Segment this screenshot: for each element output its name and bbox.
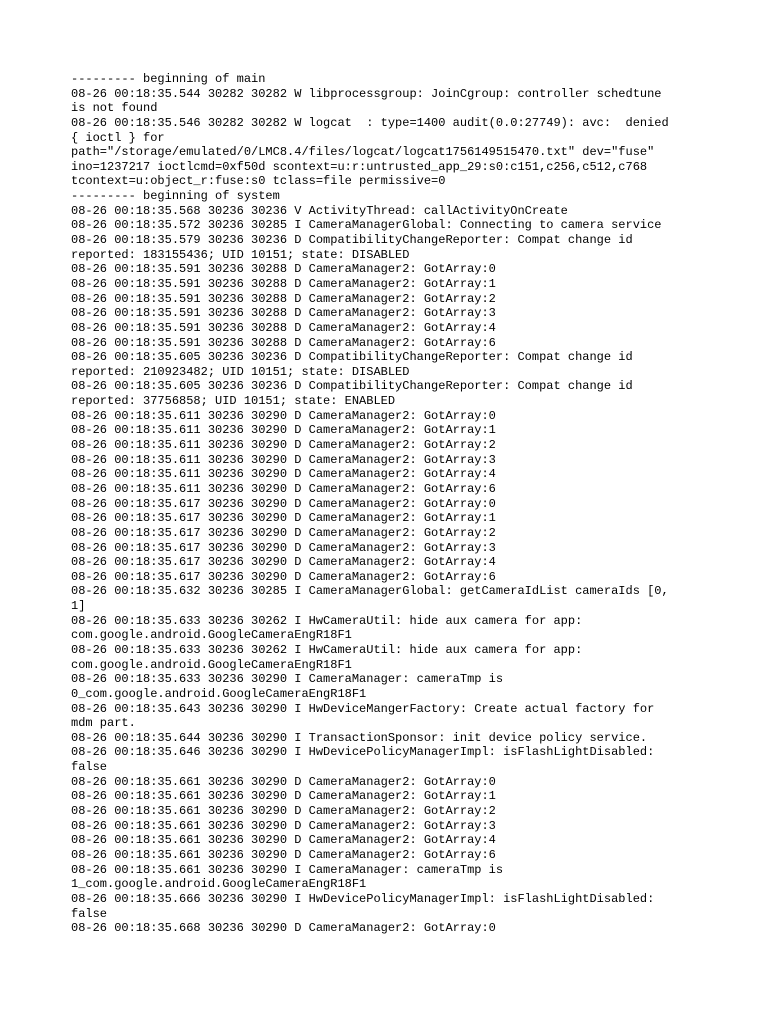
log-line: 08-26 00:18:35.591 30236 30288 D CameraManager2: GotArray:3: [71, 306, 496, 321]
log-line: { ioctl } for: [71, 130, 165, 145]
log-line: 08-26 00:18:35.605 30236 30236 D CompatibilityChangeReporter: Compat change id: [71, 350, 633, 365]
log-line: 08-26 00:18:35.617 30236 30290 D CameraManager2: GotArray:2: [71, 525, 496, 540]
log-line: 08-26 00:18:35.646 30236 30290 I HwDevicePolicyManagerImpl: isFlashLightDisabled:: [71, 745, 655, 760]
log-line: 08-26 00:18:35.591 30236 30288 D CameraManager2: GotArray:6: [71, 335, 496, 350]
log-line: reported: 210923482; UID 10151; state: DISABLED: [71, 364, 410, 379]
log-line: 08-26 00:18:35.617 30236 30290 D CameraManager2: GotArray:6: [71, 569, 496, 584]
log-line: 08-26 00:18:35.611 30236 30290 D CameraManager2: GotArray:1: [71, 423, 496, 438]
log-line: 08-26 00:18:35.661 30236 30290 D CameraManager2: GotArray:6: [71, 847, 496, 862]
log-line: 08-26 00:18:35.611 30236 30290 D CameraManager2: GotArray:6: [71, 481, 496, 496]
log-line: mdm part.: [71, 716, 136, 731]
log-line: 08-26 00:18:35.579 30236 30236 D CompatibilityChangeReporter: Compat change id: [71, 233, 633, 248]
log-line: 08-26 00:18:35.661 30236 30290 I CameraManager: cameraTmp is: [71, 862, 504, 877]
log-line: 08-26 00:18:35.544 30282 30282 W libprocessgroup: JoinCgroup: controller schedtune: [71, 86, 662, 101]
log-line: 08-26 00:18:35.617 30236 30290 D CameraManager2: GotArray:3: [71, 540, 496, 555]
log-line: com.google.android.GoogleCameraEngR18F1: [71, 657, 352, 672]
log-line: 08-26 00:18:35.661 30236 30290 D CameraManager2: GotArray:1: [71, 789, 496, 804]
log-line: false: [71, 760, 108, 775]
log-line: --------- beginning of main: [71, 72, 266, 86]
log-line: 08-26 00:18:35.611 30236 30290 D CameraManager2: GotArray:2: [71, 438, 496, 453]
log-line: 08-26 00:18:35.643 30236 30290 I HwDeviceMangerFactory: Create actual factory for: [71, 701, 655, 716]
log-line: 1]: [71, 599, 86, 614]
log-line: --------- beginning of system: [71, 189, 280, 204]
log-line: 08-26 00:18:35.644 30236 30290 I TransactionSponsor: init device policy service.: [71, 730, 648, 745]
log-line: 08-26 00:18:35.633 30236 30262 I HwCameraUtil: hide aux camera for app:: [71, 613, 583, 628]
log-line: 08-26 00:18:35.617 30236 30290 D CameraManager2: GotArray:1: [71, 511, 496, 526]
log-line: 08-26 00:18:35.611 30236 30290 D CameraManager2: GotArray:4: [71, 467, 496, 482]
logcat-output: [71, 72, 711, 936]
log-line: 08-26 00:18:35.611 30236 30290 D CameraManager2: GotArray:0: [71, 408, 496, 423]
log-line: 08-26 00:18:35.632 30236 30285 I CameraManagerGlobal: getCameraIdList cameraIds [0,: [71, 584, 669, 599]
log-line: 08-26 00:18:35.661 30236 30290 D CameraManager2: GotArray:2: [71, 804, 496, 819]
log-line: 08-26 00:18:35.611 30236 30290 D CameraManager2: GotArray:3: [71, 452, 496, 467]
log-line: 08-26 00:18:35.591 30236 30288 D CameraManager2: GotArray:1: [71, 276, 496, 291]
log-line: 08-26 00:18:35.633 30236 30262 I HwCameraUtil: hide aux camera for app:: [71, 642, 583, 657]
log-line: com.google.android.GoogleCameraEngR18F1: [71, 628, 352, 643]
log-line: 08-26 00:18:35.668 30236 30290 D CameraManager2: GotArray:0: [71, 921, 496, 936]
log-line: 08-26 00:18:35.591 30236 30288 D CameraManager2: GotArray:4: [71, 320, 496, 335]
log-line: ino=1237217 ioctlcmd=0xf50d scontext=u:r:untrusted_app_29:s0:c151,c256,c512,c768: [71, 159, 648, 174]
log-line: 08-26 00:18:35.605 30236 30236 D CompatibilityChangeReporter: Compat change id: [71, 379, 633, 394]
log-line: 08-26 00:18:35.617 30236 30290 D CameraManager2: GotArray:0: [71, 496, 496, 511]
log-line: 08-26 00:18:35.666 30236 30290 I HwDevicePolicyManagerImpl: isFlashLightDisabled:: [71, 891, 655, 906]
log-line: reported: 183155436; UID 10151; state: DISABLED: [71, 247, 410, 262]
log-line: 08-26 00:18:35.617 30236 30290 D CameraManager2: GotArray:4: [71, 555, 496, 570]
log-line: 08-26 00:18:35.591 30236 30288 D CameraManager2: GotArray:0: [71, 262, 496, 277]
log-line: 08-26 00:18:35.661 30236 30290 D CameraManager2: GotArray:4: [71, 833, 496, 848]
log-line: false: [71, 906, 108, 921]
log-line: reported: 37756858; UID 10151; state: ENABLED: [71, 394, 396, 409]
log-line: tcontext=u:object_r:fuse:s0 tclass=file permissive=0: [71, 174, 446, 189]
log-line: is not found: [71, 101, 158, 116]
log-line: 08-26 00:18:35.546 30282 30282 W logcat : type=1400 audit(0.0:27749): avc: denied: [71, 115, 669, 130]
log-line: 08-26 00:18:35.591 30236 30288 D CameraManager2: GotArray:2: [71, 291, 496, 306]
log-line: 08-26 00:18:35.661 30236 30290 D CameraManager2: GotArray:0: [71, 774, 496, 789]
log-line: 0_com.google.android.GoogleCameraEngR18F1: [71, 686, 367, 701]
log-line: 08-26 00:18:35.633 30236 30290 I CameraManager: cameraTmp is: [71, 672, 504, 687]
log-line: 08-26 00:18:35.661 30236 30290 D CameraManager2: GotArray:3: [71, 818, 496, 833]
log-line: 08-26 00:18:35.568 30236 30236 V ActivityThread: callActivityOnCreate: [71, 203, 568, 218]
log-line: 08-26 00:18:35.572 30236 30285 I CameraManagerGlobal: Connecting to camera service: [71, 218, 662, 233]
log-line: 1_com.google.android.GoogleCameraEngR18F1: [71, 877, 367, 892]
log-line: path="/storage/emulated/0/LMC8.4/files/logcat/logcat1756149515470.txt" dev="fuse": [71, 145, 655, 160]
